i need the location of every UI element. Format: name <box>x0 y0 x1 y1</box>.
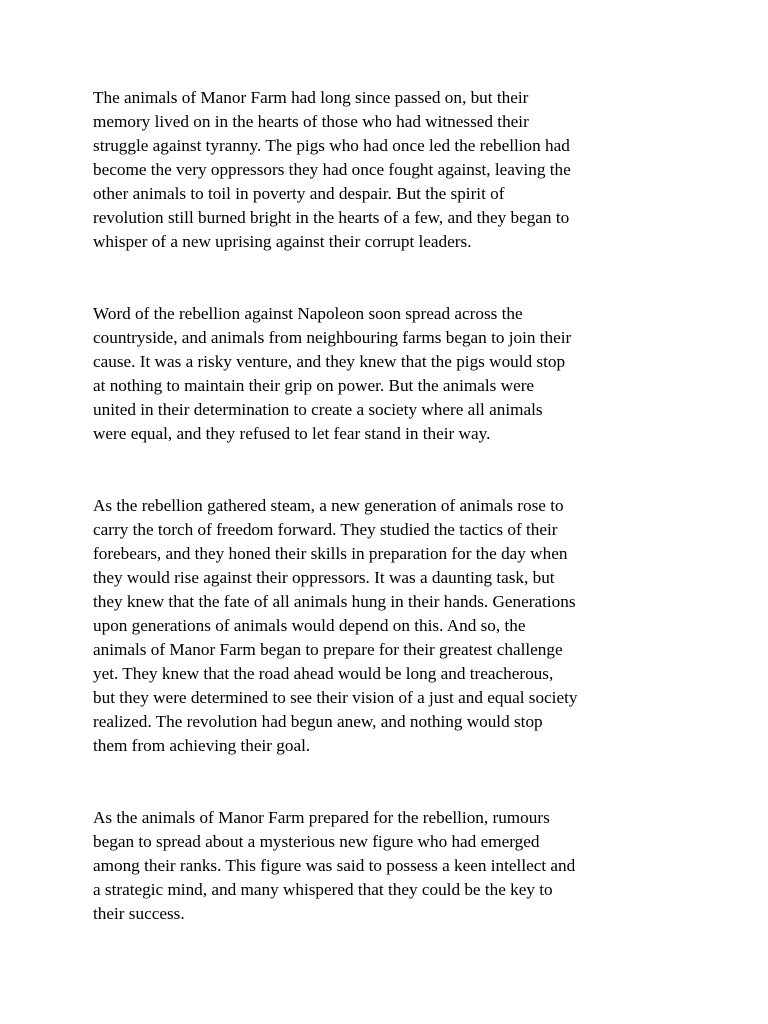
paragraph-3: As the rebellion gathered steam, a new generation of animals rose to carry the torch of freedom forward. They studied the tactics of their forebears, and they honed their skills in preparation for the day when they would rise against their oppressors. It was a daunting task, but they knew that the fate of all animals hung in their hands. Generations upon generations of animals would depend on this. And so, the animals of Manor Farm began to prepare for their greatest challenge yet. They knew that the road ahead would be long and treacherous, but they were determined to see their vision of a just and equal society realized. The revolution had begun anew, and nothing would stop them from achieving their goal. <box>93 496 578 755</box>
paragraph-1: The animals of Manor Farm had long since passed on, but their memory lived on in the hearts of those who had witnessed their struggle against tyranny. The pigs who had once led the rebellion had become the very oppressors they had once fought against, leaving the other animals to toil in poverty and despair. But the spirit of revolution still burned bright in the hearts of a few, and they began to whisper of a new uprising against their corrupt leaders. <box>93 88 571 251</box>
paragraph-2: Word of the rebellion against Napoleon soon spread across the countryside, and animals from neighbouring farms began to join their cause. It was a risky venture, and they knew that the pigs would stop at nothing to maintain their grip on power. But the animals were united in their determination to create a society where all animals were equal, and they refused to let fear stand in their way. <box>93 304 572 443</box>
document-body <box>93 86 693 974</box>
paragraph-4: As the animals of Manor Farm prepared for the rebellion, rumours began to spread about a mysterious new figure who had emerged among their ranks. This figure was said to possess a keen intellect and a strategic mind, and many whispered that they could be the key to their success. <box>93 808 576 923</box>
